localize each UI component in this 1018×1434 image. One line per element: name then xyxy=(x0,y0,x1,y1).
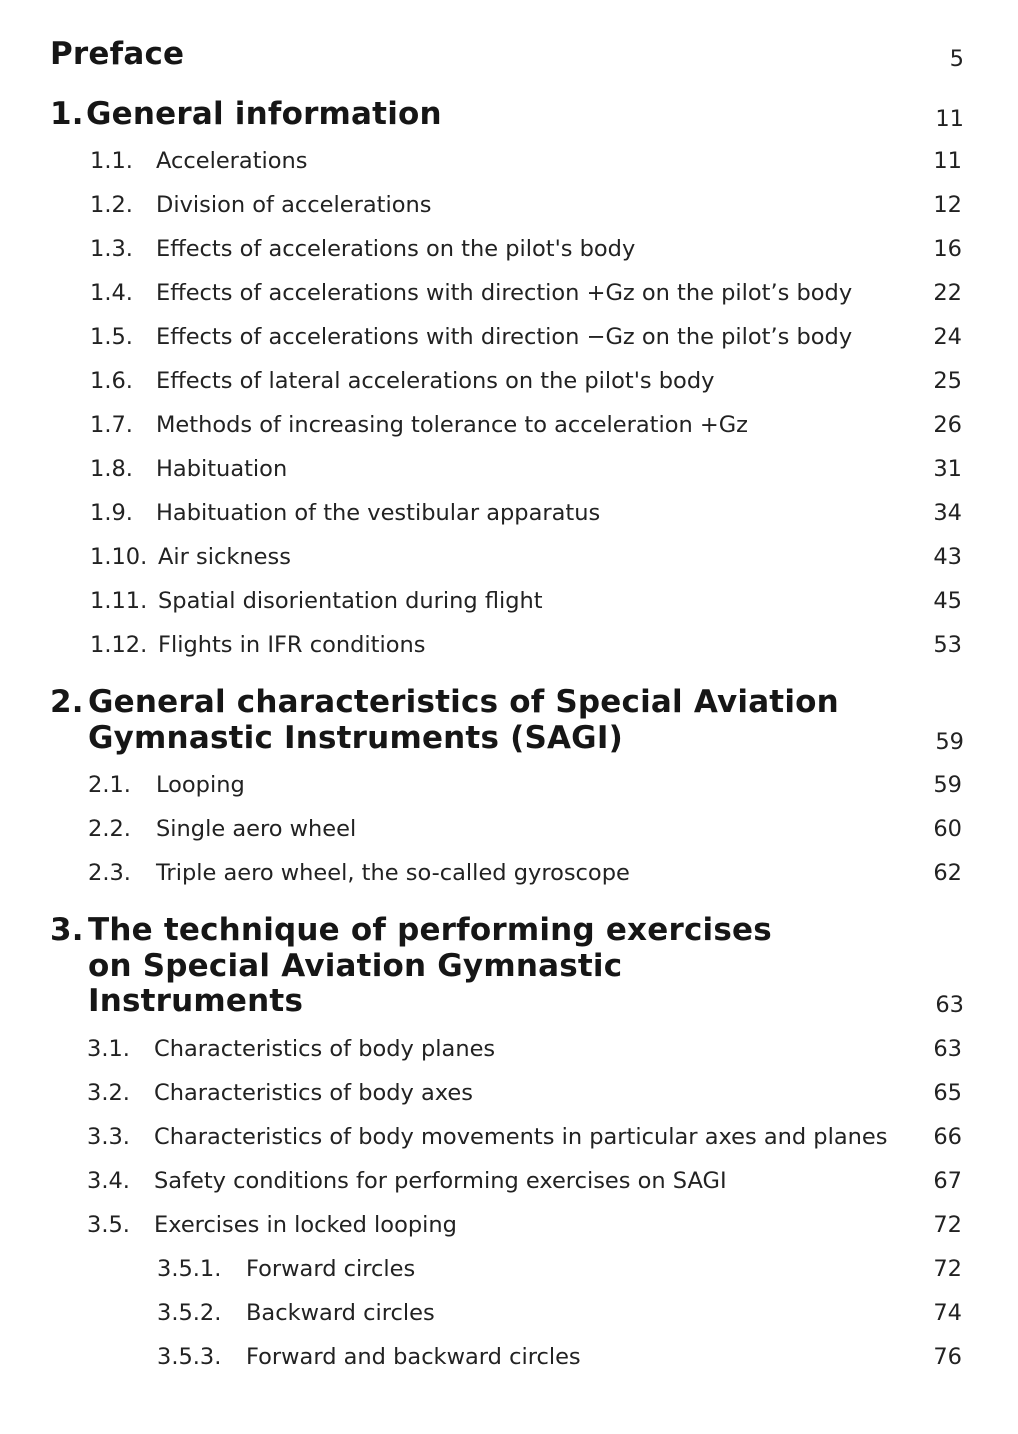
toc-entry-title: Triple aero wheel, the so-called gyroscope xyxy=(156,860,630,886)
toc-entry-number: 3.5.2. xyxy=(157,1300,222,1326)
toc-entry-title: Characteristics of body movements in particular axes and planes xyxy=(154,1124,888,1150)
toc-entry-title: Flights in IFR conditions xyxy=(158,632,426,658)
toc-entry-page-number: 66 xyxy=(933,1124,962,1150)
toc-entry-number: 2.2. xyxy=(88,816,131,842)
toc-entry-number: 3.5.1. xyxy=(157,1256,222,1282)
preface-page-number: 5 xyxy=(949,46,964,72)
toc-entry-page-number: 76 xyxy=(933,1344,962,1370)
toc-entry-title: Spatial disorientation during flight xyxy=(158,588,543,614)
toc-entry-page-number: 16 xyxy=(933,236,962,262)
toc-entry-page-number: 74 xyxy=(933,1300,962,1326)
chapter-1-number: 1. xyxy=(50,96,84,132)
toc-entry-title: Effects of accelerations with direction +Gz on the pilot’s body xyxy=(156,280,853,306)
toc-entry-title: Methods of increasing tolerance to acceleration +Gz xyxy=(156,412,748,438)
toc-entry-number: 1.6. xyxy=(90,368,133,394)
toc-entry-page-number: 62 xyxy=(933,860,962,886)
toc-entry-title: Habituation of the vestibular apparatus xyxy=(156,500,601,526)
chapter-2-title-line-1: General characteristics of Special Aviation xyxy=(88,684,839,720)
toc-entry-title: Air sickness xyxy=(158,544,291,570)
toc-entry-title: Habituation xyxy=(156,456,288,482)
toc-entry-title: Looping xyxy=(156,772,245,798)
toc-entry-title: Backward circles xyxy=(246,1300,435,1326)
toc-entry-number: 1.12. xyxy=(90,632,148,658)
toc-entry-title: Effects of lateral accelerations on the pilot's body xyxy=(156,368,715,394)
toc-entry-title: Characteristics of body planes xyxy=(154,1036,496,1062)
toc-entry-page-number: 12 xyxy=(933,192,962,218)
toc-entry-page-number: 45 xyxy=(933,588,962,614)
toc-entry-page-number: 43 xyxy=(933,544,962,570)
toc-entry-number: 2.3. xyxy=(88,860,131,886)
toc-entry-page-number: 72 xyxy=(933,1256,962,1282)
chapter-3-title-line-1: The technique of performing exercises xyxy=(88,912,772,948)
toc-entry-number: 2.1. xyxy=(88,772,131,798)
toc-entry-number: 1.3. xyxy=(90,236,133,262)
toc-entry-title: Single aero wheel xyxy=(156,816,357,842)
chapter-3-page-number: 63 xyxy=(935,992,964,1018)
toc-entry-number: 1.9. xyxy=(90,500,133,526)
chapter-3-title-line-3: Instruments xyxy=(88,983,304,1019)
toc-entry-number: 1.5. xyxy=(90,324,133,350)
toc-entry-number: 1.10. xyxy=(90,544,148,570)
toc-entry-page-number: 31 xyxy=(933,456,962,482)
toc-entry-page-number: 11 xyxy=(933,148,962,174)
toc-entry-title: Exercises in locked looping xyxy=(154,1212,457,1238)
toc-entry-page-number: 53 xyxy=(933,632,962,658)
toc-entry-title: Effects of accelerations with direction −Gz on the pilot’s body xyxy=(156,324,853,350)
toc-entry-number: 1.2. xyxy=(90,192,133,218)
toc-entry-title: Accelerations xyxy=(156,148,308,174)
toc-entry-number: 3.4. xyxy=(87,1168,130,1194)
toc-entry-number: 1.11. xyxy=(90,588,148,614)
toc-entry-title: Division of accelerations xyxy=(156,192,432,218)
toc-entry-title: Characteristics of body axes xyxy=(154,1080,473,1106)
chapter-3-number: 3. xyxy=(50,912,84,948)
toc-entry-title: Safety conditions for performing exercises on SAGI xyxy=(154,1168,727,1194)
toc-entry-number: 3.1. xyxy=(87,1036,130,1062)
toc-entry-number: 1.8. xyxy=(90,456,133,482)
toc-entry-page-number: 24 xyxy=(933,324,962,350)
toc-entry-page-number: 25 xyxy=(933,368,962,394)
chapter-1-page-number: 11 xyxy=(935,106,964,132)
toc-entry-title: Forward circles xyxy=(246,1256,416,1282)
chapter-2-title-line-2: Gymnastic Instruments (SAGI) xyxy=(88,720,623,756)
chapter-2-number: 2. xyxy=(50,684,84,720)
toc-entry-title: Effects of accelerations on the pilot's body xyxy=(156,236,636,262)
toc-entry-number: 1.7. xyxy=(90,412,133,438)
chapter-3-title-line-2: on Special Aviation Gymnastic xyxy=(88,948,623,984)
toc-entry-page-number: 59 xyxy=(933,772,962,798)
toc-entry-number: 1.1. xyxy=(90,148,133,174)
toc-entry-page-number: 26 xyxy=(933,412,962,438)
toc-entry-page-number: 34 xyxy=(933,500,962,526)
preface-heading: Preface xyxy=(50,36,185,72)
toc-entry-number: 3.3. xyxy=(87,1124,130,1150)
toc-entry-number: 3.2. xyxy=(87,1080,130,1106)
chapter-2-page-number: 59 xyxy=(935,729,964,755)
toc-entry-page-number: 72 xyxy=(933,1212,962,1238)
toc-entry-page-number: 65 xyxy=(933,1080,962,1106)
toc-entry-number: 1.4. xyxy=(90,280,133,306)
toc-entry-page-number: 60 xyxy=(933,816,962,842)
chapter-1-title: General information xyxy=(86,96,442,132)
toc-entry-page-number: 67 xyxy=(933,1168,962,1194)
toc-entry-title: Forward and backward circles xyxy=(246,1344,581,1370)
toc-entry-page-number: 63 xyxy=(933,1036,962,1062)
toc-entry-page-number: 22 xyxy=(933,280,962,306)
toc-entry-number: 3.5.3. xyxy=(157,1344,222,1370)
toc-entry-number: 3.5. xyxy=(87,1212,130,1238)
